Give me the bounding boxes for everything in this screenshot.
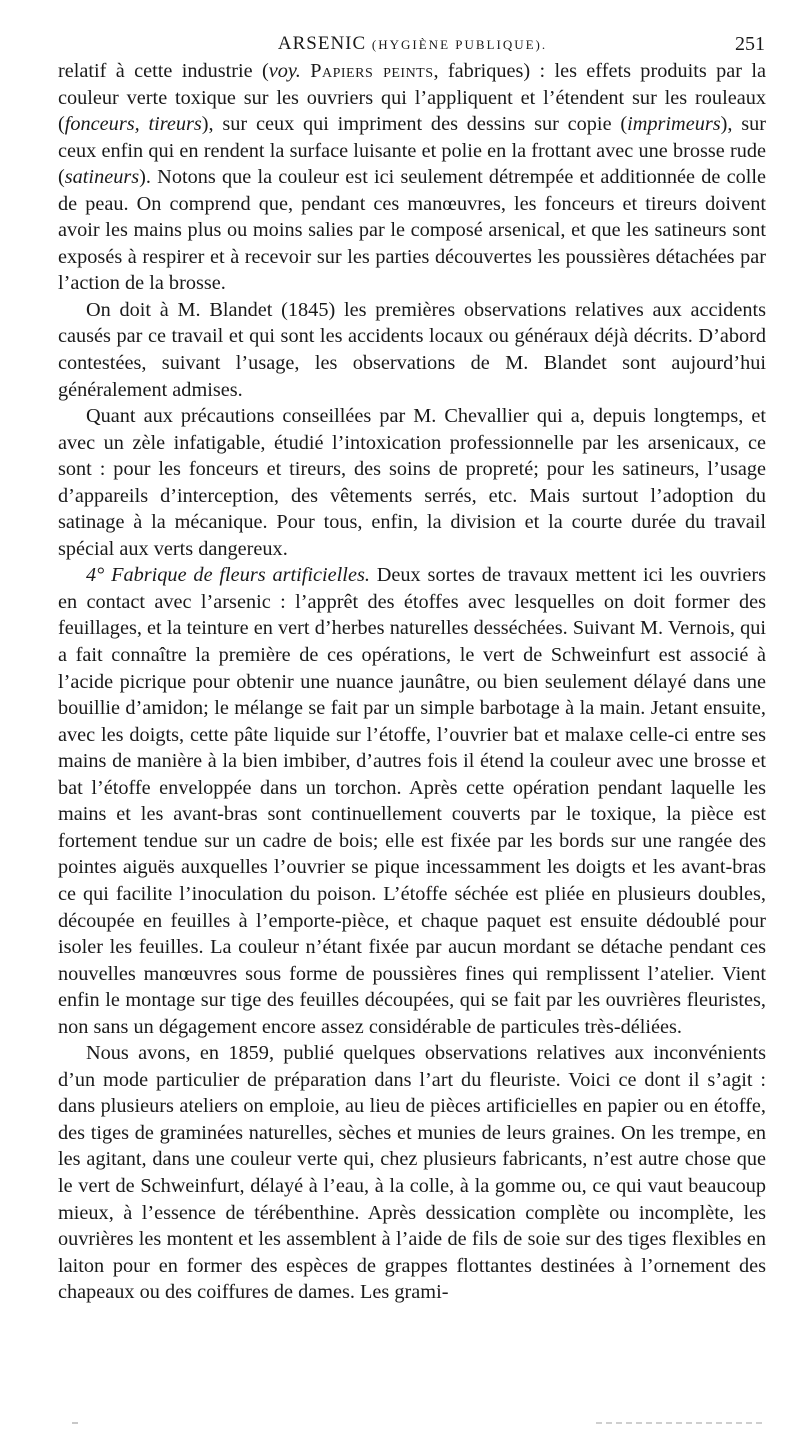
running-title [60, 30, 765, 59]
italic-text: imprimeurs [627, 113, 721, 136]
footer-scan-marks [0, 1418, 800, 1430]
text-run: Quant aux précautions conseillées par M. Chevallier qui a, depuis longtemps, et avec un zèle infatigable, étudié l’intoxication professionnelle par les arsenicaux, ce sont : pour les fonceurs et tireurs, des soins de propreté; pour les satineurs, l’usage d’appareils d’interception, des vêtements serrés, etc. Mais surtout l’adoption du satinage à la mécanique. Pour tous, enfin, la division et la courte durée du travail spécial aux verts dangereux. [58, 405, 766, 560]
italic-text: voy. [268, 60, 301, 82]
scan-mark-right [596, 1422, 766, 1424]
paragraph-p4 [58, 562, 766, 1040]
italic-text: fonceurs, tireurs [64, 113, 202, 136]
paragraph-p2 [58, 297, 766, 403]
running-title-subtitle: (HYGIÈNE PUBLIQUE). [371, 37, 548, 52]
text-run: ), sur ceux qui impriment des dessins sur copie ( [201, 113, 628, 136]
text-run: Nous avons, en 1859, publié quelques observations relatives aux inconvénients d’un mode particulier de préparation dans l’art du fleuriste. Voici ce dont il s’agit : dans plusieurs ateliers on emploie, au lieu de pièces artificielles en papier ou en étoffe, des tiges de graminées naturelles, sèches et munies de leurs graines. On les trempe, en les agitant, dans une couleur verte qui, chez plusieurs fabricants, n’est autre chose que le vert de Schweinfurt, délayé à l’eau, à la colle, à la gomme ou, ce qui vaut beaucoup mieux, à l’essence de térébenthine. Après dessication complète ou incomplète, les ouvrières les montent et les assemblent à l’aide de fils de soie sur des tiges flexibles en laiton pour en former des espèces de grappes flottantes destinées à l’ornement des chapeaux ou des coiffures de dames. Les grami- [58, 1042, 766, 1304]
paragraph-p1 [58, 58, 766, 297]
running-header [60, 30, 765, 58]
text-run: ), sur ceux enfin qui en rendent la surface luisante et polie en la frottant avec une brosse rude ( [58, 113, 767, 189]
running-title-main: ARSENIC [277, 33, 367, 54]
text-run [301, 60, 310, 82]
body-text [58, 58, 766, 1306]
italic-text: 4° Fabrique de fleurs artificielles. [86, 564, 370, 587]
text-run: , fabriques) : les effets produits par la couleur verte toxique sur les ouvriers qui l’appliquent et l’étendent sur les rouleaux ( [58, 60, 766, 136]
text-run: relatif à cette industrie ( [58, 60, 269, 82]
paragraph-p5 [58, 1040, 766, 1305]
scan-mark-left [72, 1422, 78, 1424]
page-number: 251 [735, 33, 765, 55]
italic-text: satineurs [64, 166, 140, 189]
small-caps-text: Papiers peints [310, 60, 434, 82]
text-run: Deux sortes de travaux mettent ici les ouvriers en contact avec l’arsenic : l’apprêt des étoffes avec lesquelles on doit former des feuillages, et la teinture en vert d’herbes naturelles desséchées. Suivant M. Vernois, qui a fait connaître la première de ces opérations, le vert de Schweinfurt est associé à l’acide picrique pour obtenir une nuance jaunâtre, ou bien seulement délayé dans une bouillie d’amidon; le mélange se fait par un simple barbotage à la main. Jetant ensuite, avec les doigts, cette pâte liquide sur l’étoffe, l’ouvrier bat et malaxe celle-ci entre ses mains de manière à la bien imbiber, d’autres fois il étend la couleur avec une brosse et bat l’étoffe enveloppée dans un torchon. Après cette opération pendant laquelle les mains et les avant-bras sont continuellement couverts par le toxique, la pièce est fortement tendue sur un cadre de bois; elle est fixée par les bords sur une rangée des pointes aiguës auxquelles l’ouvrier se pique incessamment les doigts et les avant-bras ce qui facilite l’inoculation du poison. L’étoffe séchée est pliée en plusieurs doubles, découpée en feuilles à l’emporte-pièce, et chaque paquet est ensuite dédoublé pour isoler les feuilles. La couleur n’étant fixée par aucun mordant se détache pendant ces nouvelles manœuvres sous forme de poussières fines qui remplissent l’atelier. Vient enfin le montage sur tige des feuilles découpées, qui se fait par les ouvrières fleuristes, non sans un dégagement encore assez considérable de particules très-déliées. [58, 564, 766, 1038]
text-run: ). Notons que la couleur est ici seulement détrempée et additionnée de colle de peau. On comprend que, pendant ces manœuvres, les fonceurs et tireurs doivent avoir les mains plus ou moins salies par le composé arsenical, et que les satineurs sont exposés à respirer et à recevoir sur les parties découvertes les poussières détachées par l’action de la brosse. [58, 166, 766, 295]
text-run: On doit à M. Blandet (1845) les premières observations relatives aux accidents causés par ce travail et qui sont les accidents locaux ou généraux déjà décrits. D’abord contestées, suivant l’usage, les observations de M. Blandet sont aujourd’hui généralement admises. [58, 298, 766, 401]
paragraph-p3 [58, 403, 766, 562]
